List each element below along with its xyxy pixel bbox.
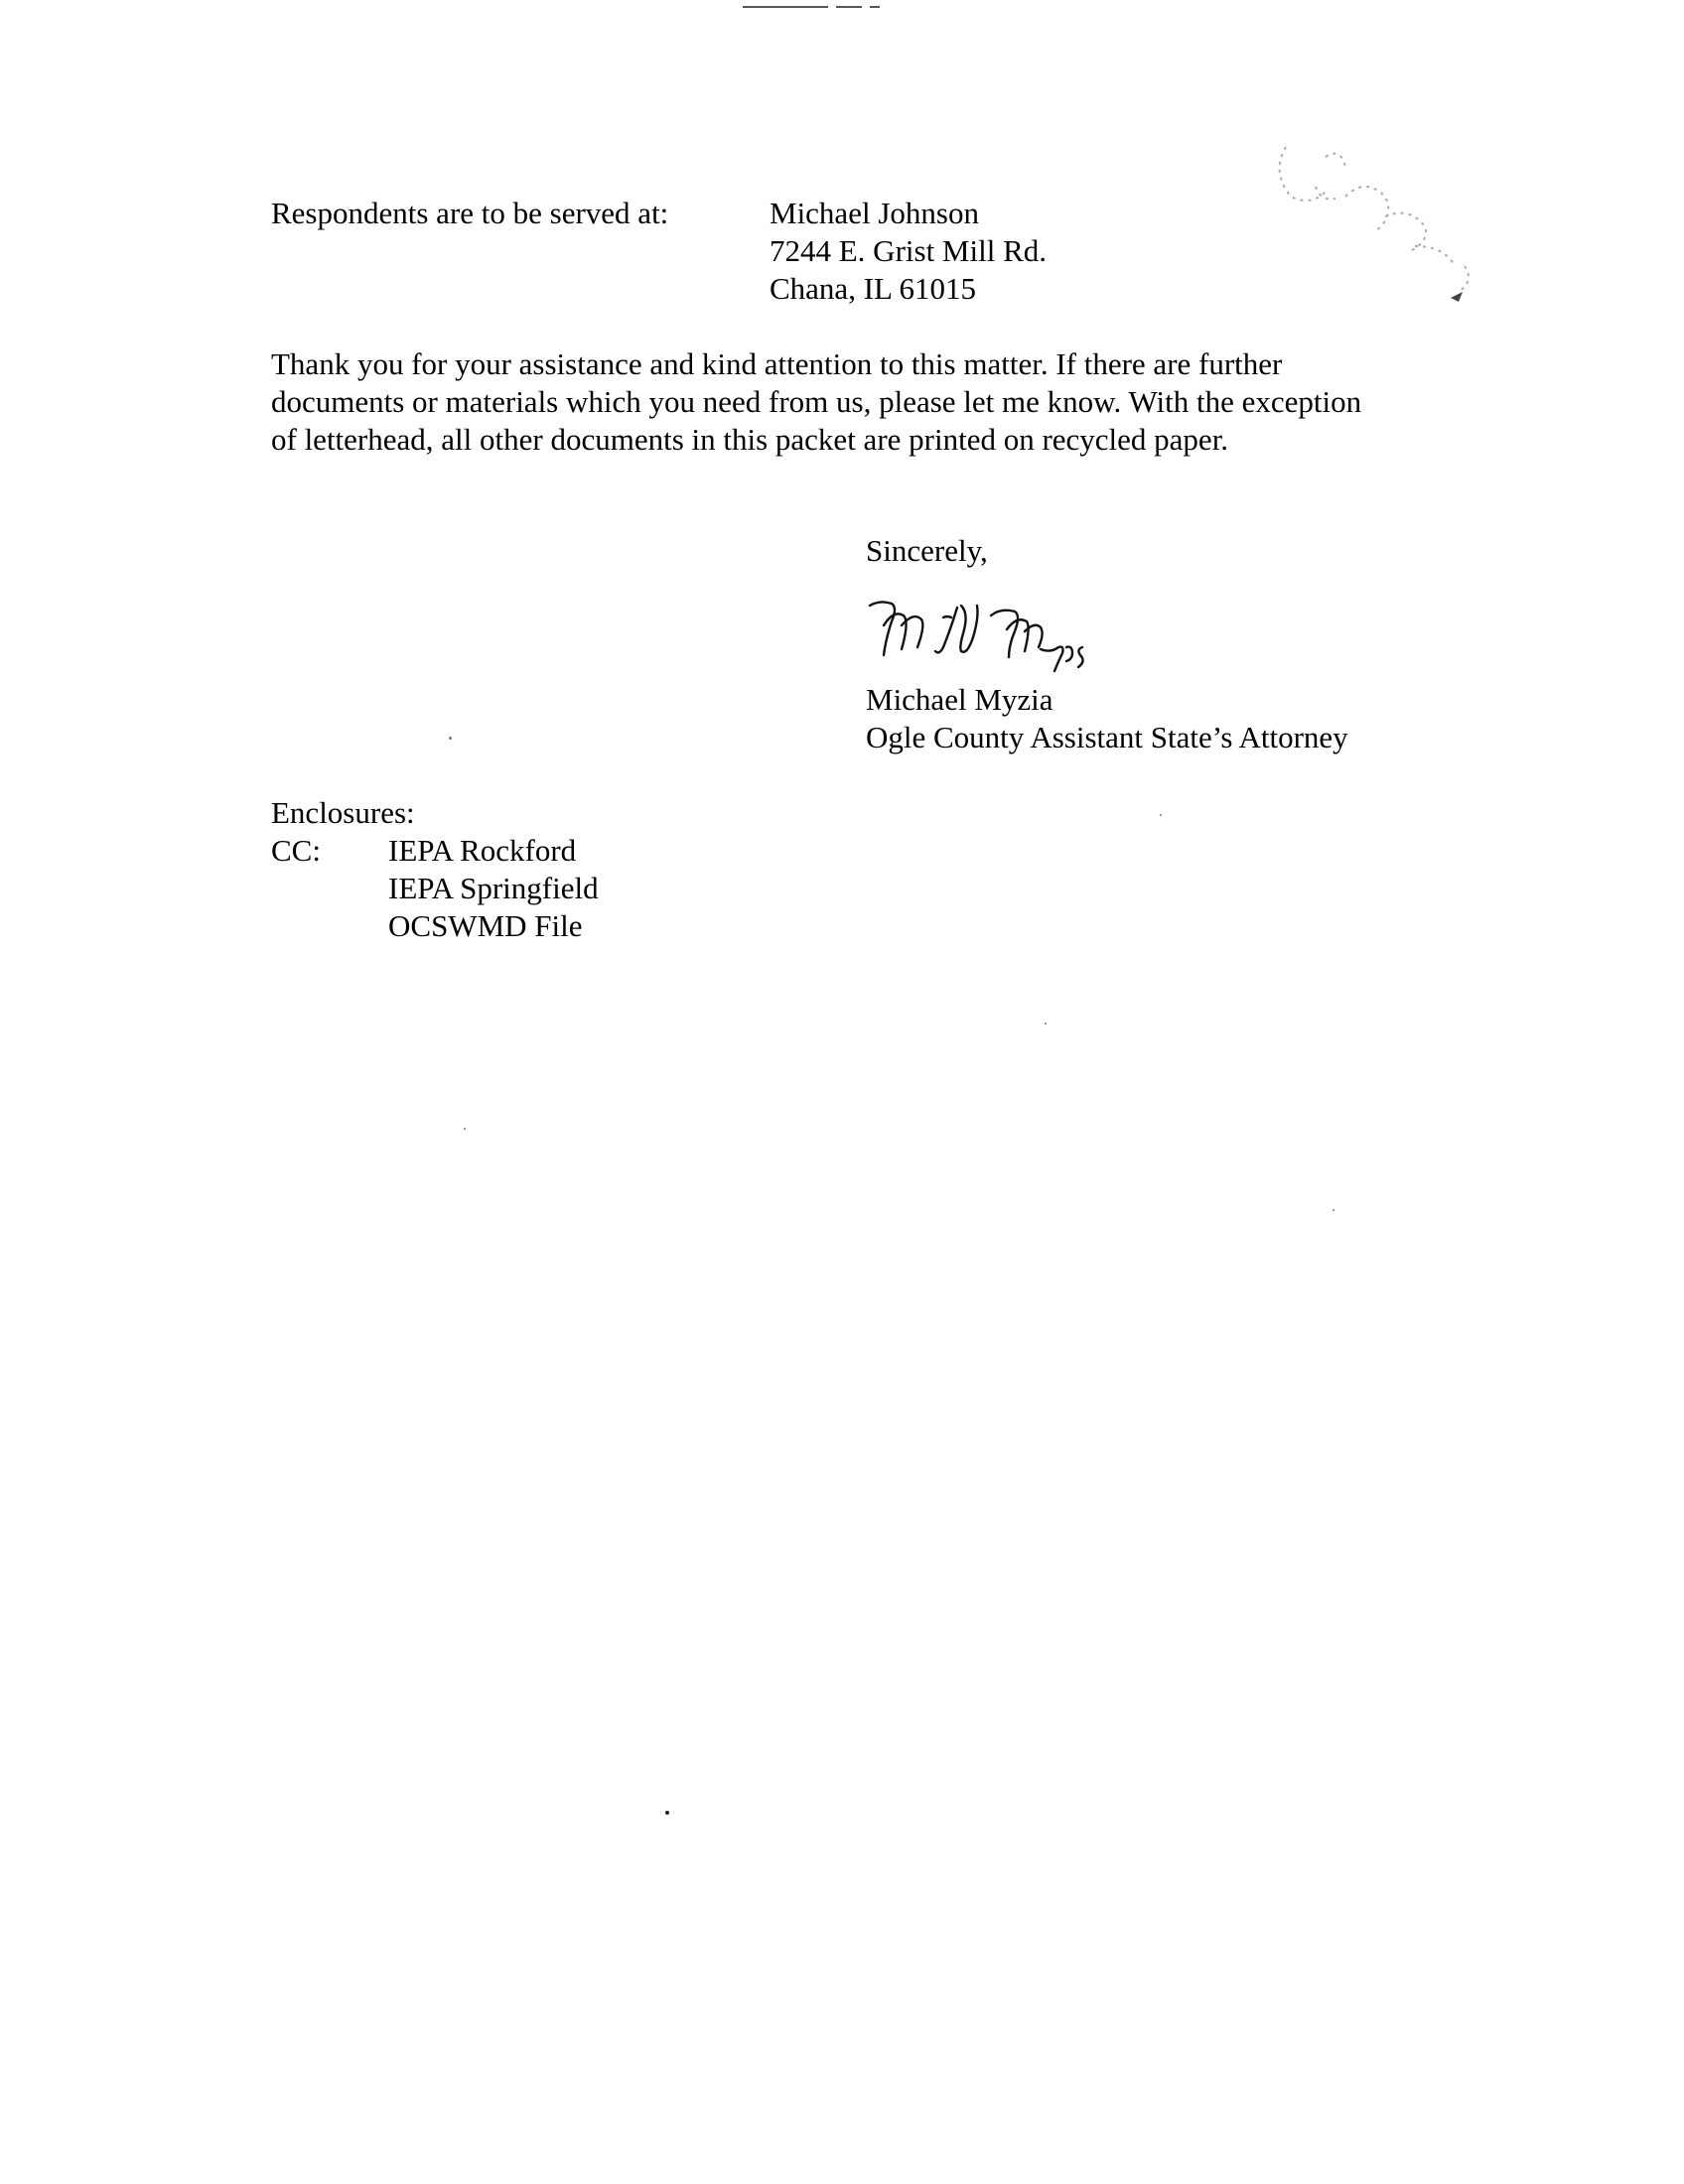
scan-speck xyxy=(665,1811,669,1815)
scan-mark xyxy=(743,6,828,8)
address-line-city: Chana, IL 61015 xyxy=(770,271,977,306)
scan-speck xyxy=(449,737,452,740)
scan-mark xyxy=(870,6,880,8)
closing-salutation: Sincerely, xyxy=(866,533,988,568)
signer-name: Michael Myzia xyxy=(866,682,1053,717)
cc-item: IEPA Rockford xyxy=(388,833,577,868)
scan-speck xyxy=(1160,814,1162,816)
cc-label: CC: xyxy=(271,833,321,868)
body-line: of letterhead, all other documents in this packet are printed on recycled paper. xyxy=(271,422,1229,457)
service-address xyxy=(770,195,1047,308)
cc-item: OCSWMD File xyxy=(388,908,583,943)
body-line: documents or materials which you need from us, please let me know. With the exception xyxy=(271,384,1362,419)
signer-title: Ogle County Assistant State’s Attorney xyxy=(866,720,1348,754)
body-line: Thank you for your assistance and kind attention to this matter. If there are further xyxy=(271,346,1283,381)
address-line-name: Michael Johnson xyxy=(770,196,979,230)
cc-list xyxy=(388,832,599,945)
scan-speck xyxy=(1333,1209,1334,1211)
scan-mark xyxy=(836,6,862,8)
scan-speck xyxy=(1045,1023,1047,1024)
faint-stamp-icon xyxy=(1256,127,1554,326)
service-label: Respondents are to be served at: xyxy=(271,196,669,230)
cc-item: IEPA Springfield xyxy=(388,871,599,905)
body-paragraph xyxy=(271,345,1463,459)
address-line-street: 7244 E. Grist Mill Rd. xyxy=(770,233,1048,268)
scan-speck xyxy=(464,1128,466,1130)
handwritten-signature-icon xyxy=(862,586,1199,690)
enclosures-label: Enclosures: xyxy=(271,795,415,830)
